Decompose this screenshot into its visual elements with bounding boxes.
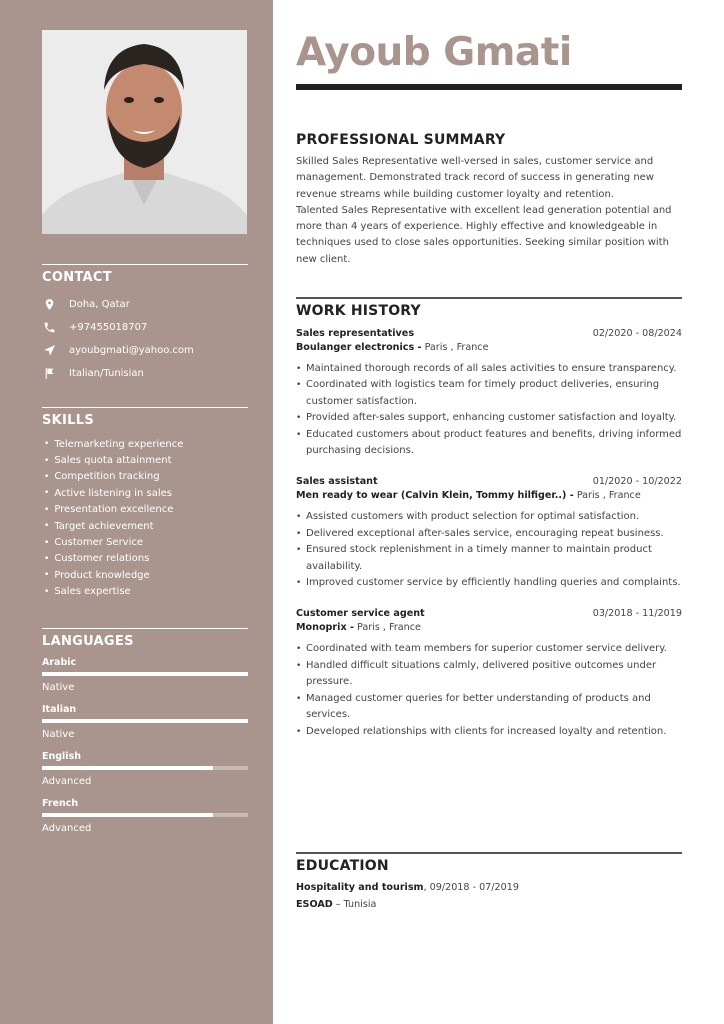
- work-history-section: [296, 297, 682, 750]
- contact-section: [42, 264, 248, 385]
- contact-phone[interactable]: [42, 316, 248, 339]
- skills-section: [42, 407, 248, 600]
- language-item: [42, 704, 248, 745]
- summary-paragraph: Skilled Sales Representative well-versed in sales, customer service and management. Demonstrated track record of success in generating new revenue streams while building customer loyalty and retention.: [296, 156, 654, 200]
- list-item: • Managed customer queries for better understanding of products and services.: [296, 691, 682, 724]
- list-item: • Developed relationships with clients for increased loyalty and retention.: [296, 724, 682, 740]
- phone-icon: [42, 321, 56, 335]
- language-level-bar: [42, 719, 248, 723]
- languages-heading: LANGUAGES: [42, 634, 134, 649]
- divider: [42, 264, 248, 265]
- contact-heading: CONTACT: [42, 270, 112, 285]
- job-location: Paris , France: [576, 490, 641, 502]
- job-title: Sales assistant: [296, 476, 378, 488]
- job-entry: [296, 473, 682, 591]
- language-level-fill: [42, 766, 213, 770]
- job-bullets: [296, 509, 682, 591]
- contact-nationality-text: Italian/Tunisian: [69, 368, 144, 379]
- contact-email[interactable]: [42, 339, 248, 362]
- list-item: • Product knowledge: [42, 567, 248, 583]
- profile-photo: [42, 30, 247, 234]
- list-item: • Educated customers about product features and benefits, driving informed purchasing decisions.: [296, 427, 682, 460]
- list-item: • Sales quota attainment: [42, 452, 248, 468]
- divider: [296, 852, 682, 854]
- contact-email-text: ayoubgmati@yahoo.com: [69, 345, 194, 356]
- job-location: Paris , France: [357, 622, 421, 634]
- list-item: • Competition tracking: [42, 469, 248, 485]
- list-item: • Maintained thorough records of all sales activities to ensure transparency.: [296, 361, 682, 377]
- language-level: Advanced: [42, 776, 92, 787]
- list-item: • Active listening in sales: [42, 485, 248, 501]
- job-bullets: [296, 641, 682, 739]
- list-item: • Customer Service: [42, 534, 248, 550]
- job-company: Men ready to wear (Calvin Klein, Tommy hilfiger..) -: [296, 490, 574, 502]
- language-level-bar: [42, 766, 248, 770]
- summary-heading: PROFESSIONAL SUMMARY: [296, 132, 506, 148]
- location-pin-icon: [42, 298, 56, 312]
- job-title: Sales representatives: [296, 328, 415, 339]
- language-level-fill: [42, 719, 248, 723]
- job-company: Boulanger electronics -: [296, 342, 422, 353]
- language-name: English: [42, 751, 81, 762]
- sidebar: [0, 0, 273, 1024]
- contact-phone-text: +97455018707: [69, 322, 148, 333]
- summary-section: [296, 128, 682, 268]
- education-location: – Tunisia: [332, 898, 377, 910]
- education-school: ESOAD: [296, 898, 333, 910]
- list-item: • Improved customer service by efficiently handling queries and complaints.: [296, 575, 682, 591]
- divider: [296, 297, 682, 299]
- list-item: • Presentation excellence: [42, 502, 248, 518]
- language-level: Native: [42, 682, 75, 693]
- skills-heading: SKILLS: [42, 413, 95, 428]
- job-title: Customer service agent: [296, 608, 425, 620]
- language-name: Arabic: [42, 657, 77, 668]
- contact-location: [42, 293, 248, 316]
- job-dates: 02/2020 - 08/2024: [592, 328, 682, 339]
- language-item: [42, 798, 248, 839]
- job-location: Paris , France: [424, 342, 489, 353]
- name-divider: [296, 84, 682, 90]
- list-item: • Customer relations: [42, 551, 248, 567]
- languages-section: [42, 628, 248, 845]
- job-dates: 01/2020 - 10/2022: [592, 476, 682, 488]
- education-section: [296, 852, 682, 913]
- list-item: • Delivered exceptional after-sales service, encouraging repeat business.: [296, 526, 682, 542]
- divider: [42, 407, 248, 408]
- list-item: • Ensured stock replenishment in a timely manner to maintain product availability.: [296, 542, 682, 575]
- education-dates: , 09/2018 - 07/2019: [423, 882, 519, 893]
- language-level-fill: [42, 672, 248, 676]
- language-level: Native: [42, 729, 75, 740]
- summary-paragraph: Talented Sales Representative with excellent lead generation potential and more than 4 years of experience. Highly effective and knowledgeable in techniques used to close sales opportunities. Seeking similar position with new client.: [296, 204, 672, 265]
- language-level: Advanced: [42, 823, 92, 834]
- list-item: • Telemarketing experience: [42, 436, 248, 452]
- job-entry: [296, 325, 682, 459]
- divider: [42, 628, 248, 629]
- job-bullets: [296, 361, 682, 459]
- candidate-name: Ayoub Gmati: [296, 30, 572, 75]
- education-degree: Hospitality and tourism: [296, 882, 424, 893]
- contact-nationality: [42, 362, 248, 385]
- language-level-fill: [42, 813, 213, 817]
- list-item: • Assisted customers with product selection for optimal satisfaction.: [296, 509, 682, 525]
- list-item: • Provided after-sales support, enhancing customer satisfaction and loyalty.: [296, 410, 682, 426]
- list-item: • Coordinated with team members for superior customer service delivery.: [296, 641, 682, 657]
- language-level-bar: [42, 672, 248, 676]
- job-entry: [296, 605, 682, 739]
- job-company: Monoprix -: [296, 622, 354, 634]
- list-item: • Handled difficult situations calmly, delivered positive outcomes under pressure.: [296, 658, 682, 691]
- contact-location-text: Doha, Qatar: [69, 299, 130, 310]
- list-item: • Sales expertise: [42, 584, 248, 600]
- languages-list: [42, 657, 248, 839]
- job-dates: 03/2018 - 11/2019: [592, 608, 682, 620]
- language-item: [42, 657, 248, 698]
- language-level-bar: [42, 813, 248, 817]
- paper-plane-icon: [42, 344, 56, 358]
- language-name: French: [42, 798, 79, 809]
- skills-list: [42, 436, 248, 600]
- flag-icon: [42, 367, 56, 381]
- education-heading: EDUCATION: [296, 858, 389, 874]
- language-name: Italian: [42, 704, 77, 715]
- work-history-heading: WORK HISTORY: [296, 303, 421, 319]
- list-item: • Target achievement: [42, 518, 248, 534]
- list-item: • Coordinated with logistics team for timely product deliveries, ensuring customer satisfaction.: [296, 377, 682, 410]
- language-item: [42, 751, 248, 792]
